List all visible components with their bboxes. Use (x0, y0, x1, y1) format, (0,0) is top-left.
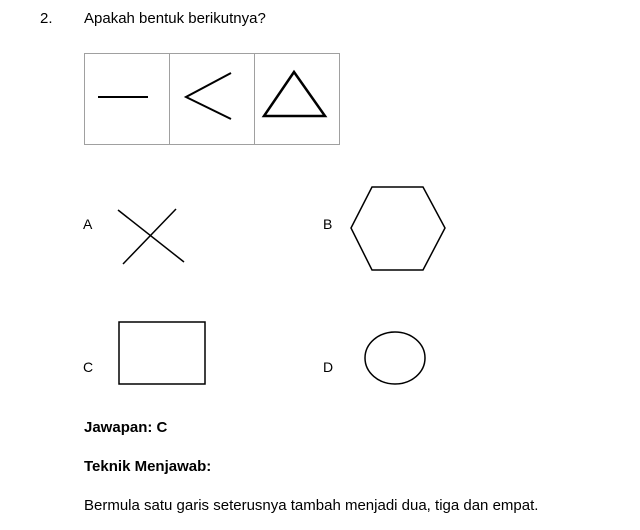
question-text: Apakah bentuk berikutnya? (84, 10, 266, 27)
sequence-table-border (85, 54, 340, 145)
option-b-label: B (323, 216, 333, 232)
triangle-icon (264, 72, 325, 116)
cross-icon (110, 204, 190, 270)
option-c-label: C (83, 359, 94, 375)
answer-text: Jawapan: C (84, 419, 168, 436)
option-a-label: A (83, 216, 93, 232)
sequence-table (84, 53, 340, 145)
option-d-label: D (323, 359, 334, 375)
question-number: 2. (40, 10, 53, 27)
technique-explanation: Bermula satu garis seterusnya tambah menjadi dua, tiga dan empat. (84, 497, 539, 514)
hexagon-icon (345, 180, 451, 278)
rectangle-icon (115, 318, 211, 390)
technique-heading: Teknik Menjawab: (84, 458, 212, 475)
ellipse-icon (358, 327, 432, 391)
angle-icon (186, 73, 231, 119)
